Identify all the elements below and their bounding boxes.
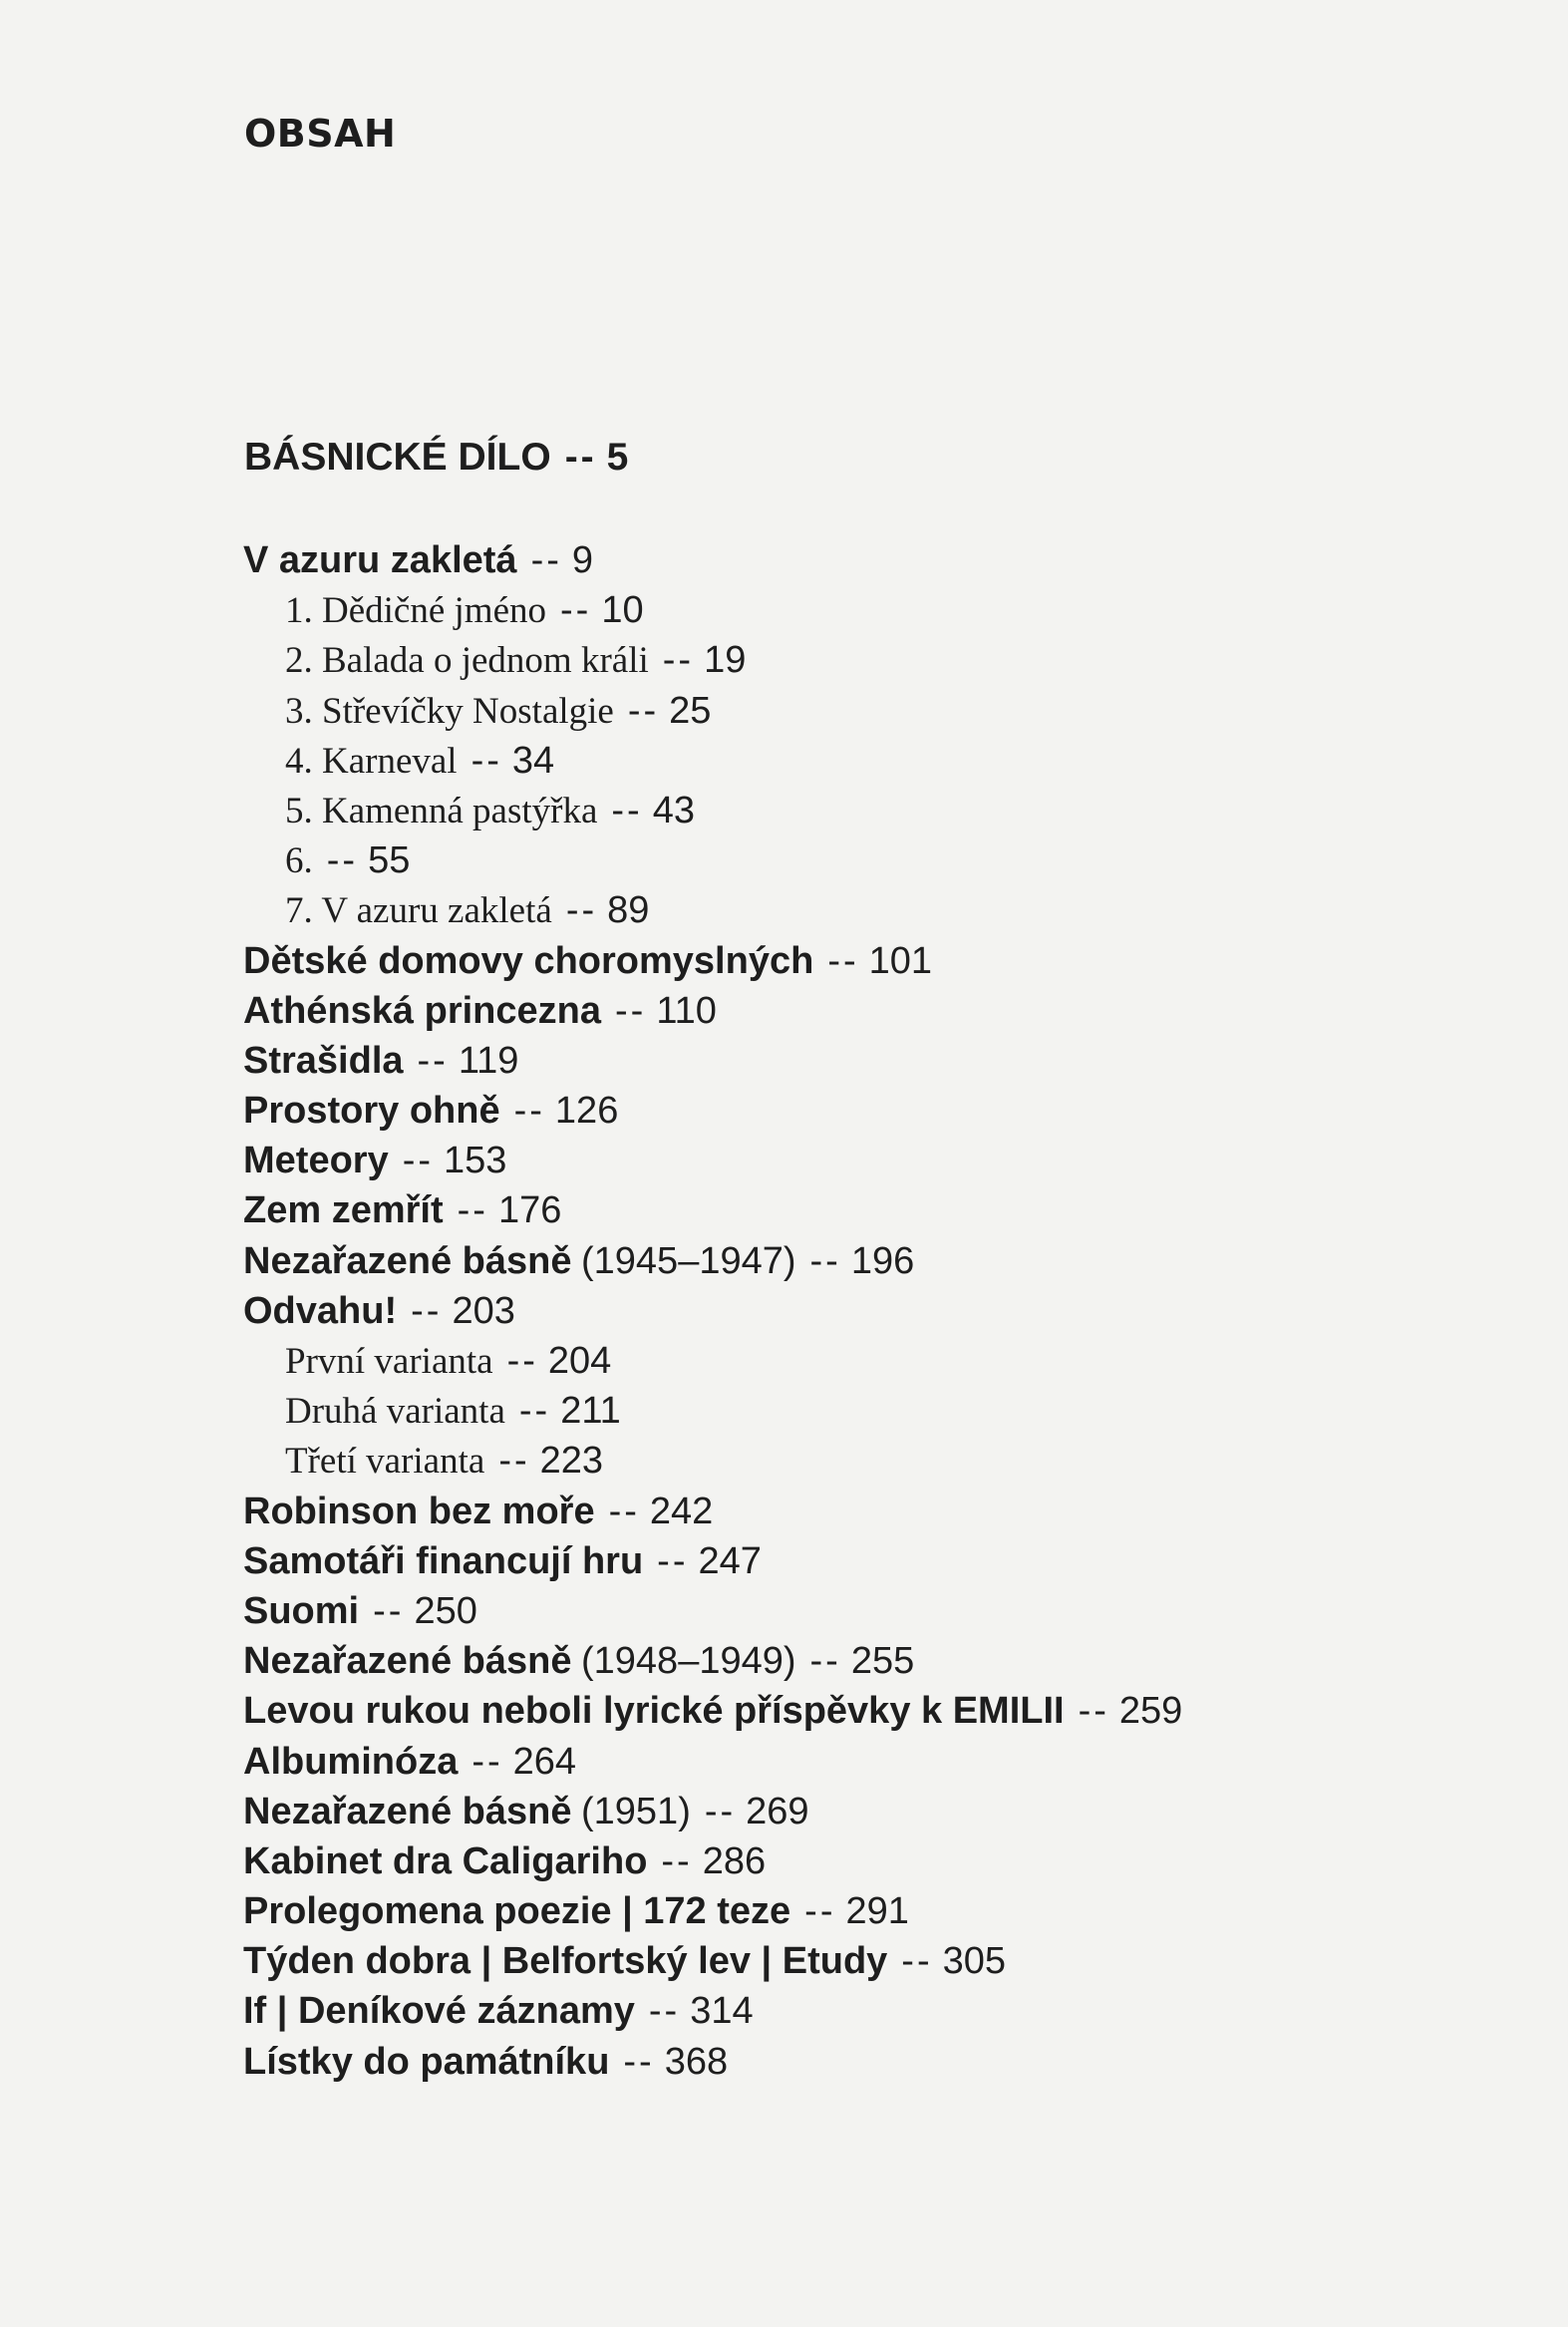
dash-separator: -- <box>373 1589 405 1632</box>
toc-entry-title: Nezařazené básně <box>243 1640 572 1683</box>
dash-separator: -- <box>661 1839 693 1882</box>
toc-entry-page-number: 19 <box>704 639 747 682</box>
dash-separator: -- <box>402 1140 435 1182</box>
toc-entry-title: Týden dobra | Belfortský lev | Etudy <box>243 1940 888 1983</box>
toc-entry-page-number: 203 <box>452 1289 515 1332</box>
dash-separator: -- <box>530 539 562 581</box>
toc-entry <box>243 635 1479 685</box>
toc-entry-page-number: 269 <box>746 1790 809 1832</box>
toc-entry-years: (1948–1949) <box>581 1640 796 1683</box>
toc-entry-page-number: 255 <box>850 1640 915 1683</box>
dash-separator: -- <box>513 1090 545 1133</box>
toc-entry <box>243 1036 1479 1086</box>
dash-separator: -- <box>615 989 647 1032</box>
dash-separator: -- <box>417 1039 449 1082</box>
toc-entry-page-number: 259 <box>1118 1690 1183 1733</box>
toc-entry <box>243 1986 1479 2036</box>
dash-separator: -- <box>704 1790 737 1832</box>
toc-entry <box>243 1236 1479 1286</box>
toc-entry-title: Odvahu! <box>243 1289 398 1332</box>
toc-entry-title: Suomi <box>243 1589 360 1632</box>
toc-entry <box>243 686 1479 736</box>
toc-entry <box>243 1286 1479 1336</box>
toc-entry-title: Strašidla <box>243 1039 404 1082</box>
dash-separator: -- <box>506 1340 538 1382</box>
toc-entry-page-number: 204 <box>547 1340 612 1382</box>
toc-entry-title: Dětské domovy choromyslných <box>243 939 814 982</box>
toc-entry-page-number: 25 <box>669 689 712 732</box>
toc-entry-title: Druhá varianta <box>285 1391 505 1433</box>
toc-entry-page-number: 89 <box>607 889 650 932</box>
toc-entry <box>243 936 1479 986</box>
toc-entry <box>243 585 1479 635</box>
toc-entry-page-number: 153 <box>444 1140 507 1182</box>
toc-entry-title: Albuminóza <box>243 1740 459 1783</box>
section-heading <box>244 436 628 480</box>
dash-separator: -- <box>901 1940 933 1983</box>
table-of-contents <box>243 535 1479 2087</box>
section-title: BÁSNICKÉ DÍLO <box>244 436 551 479</box>
dash-separator: -- <box>471 1740 503 1783</box>
toc-entry-page-number: 291 <box>845 1890 909 1933</box>
toc-entry-title: Zem zemřít <box>243 1189 444 1232</box>
toc-entry <box>243 1787 1479 1836</box>
toc-entry <box>243 885 1479 935</box>
toc-entry-page-number: 55 <box>368 839 411 882</box>
dash-separator: -- <box>662 639 695 682</box>
toc-entry-title: Meteory <box>243 1140 389 1182</box>
toc-entry-page-number: 101 <box>868 939 933 982</box>
toc-entry-page-number: 242 <box>649 1490 714 1532</box>
toc-entry <box>243 535 1479 585</box>
toc-entry <box>243 986 1479 1036</box>
dash-separator: -- <box>411 1289 443 1332</box>
dash-separator: -- <box>565 889 598 932</box>
toc-entry <box>243 1586 1479 1636</box>
toc-entry <box>243 1336 1479 1386</box>
toc-entry-years: (1951) <box>581 1790 691 1832</box>
section-page-number: 5 <box>606 436 629 479</box>
toc-entry-page-number: 247 <box>698 1539 762 1582</box>
toc-entry-page-number: 314 <box>690 1990 754 2033</box>
toc-entry-page-number: 196 <box>850 1239 915 1282</box>
dash-separator: -- <box>1078 1690 1109 1733</box>
toc-entry-title: 1. Dědičné jméno <box>285 590 546 632</box>
toc-entry-page-number: 119 <box>458 1039 519 1082</box>
toc-entry <box>243 1886 1479 1936</box>
dash-separator: -- <box>498 1440 530 1483</box>
toc-entry-title: Prostory ohně <box>243 1090 500 1133</box>
toc-entry-title: Kabinet dra Caligariho <box>243 1839 648 1882</box>
toc-entry-title: V azuru zakletá <box>243 539 517 581</box>
page-heading: OBSAH <box>244 112 397 156</box>
dash-separator: -- <box>623 2040 655 2083</box>
toc-entry-title: Nezařazené básně <box>243 1239 572 1282</box>
dash-separator: -- <box>564 436 597 479</box>
dash-separator: -- <box>470 739 502 782</box>
dash-separator: -- <box>518 1390 551 1433</box>
toc-entry-title: Lístky do památníku <box>243 2040 610 2083</box>
toc-entry-page-number: 126 <box>554 1090 619 1133</box>
toc-entry-title: Prolegomena poezie | 172 teze <box>243 1890 791 1933</box>
toc-entry-title: První varianta <box>285 1341 493 1382</box>
toc-entry <box>243 1936 1479 1986</box>
dash-separator: -- <box>457 1189 488 1232</box>
toc-entry-title: 2. Balada o jednom králi <box>285 640 649 682</box>
dash-separator: -- <box>809 1640 841 1683</box>
toc-entry-title: 5. Kamenná pastýřka <box>285 790 598 831</box>
toc-entry <box>243 1386 1479 1436</box>
toc-entry-page-number: 223 <box>539 1440 604 1483</box>
toc-entry-title: 6. <box>285 840 313 882</box>
toc-entry-page-number: 368 <box>664 2040 729 2083</box>
dash-separator: -- <box>827 939 859 982</box>
toc-entry-page-number: 250 <box>414 1589 477 1632</box>
toc-entry-page-number: 211 <box>560 1390 621 1433</box>
toc-entry-page-number: 176 <box>497 1189 562 1232</box>
toc-entry-page-number: 264 <box>512 1740 577 1783</box>
toc-entry-title: Robinson bez moře <box>243 1490 595 1532</box>
toc-entry-page-number: 9 <box>571 539 594 581</box>
dash-separator: -- <box>657 1539 689 1582</box>
toc-entry <box>243 1185 1479 1235</box>
toc-entry-page-number: 43 <box>652 789 695 831</box>
dash-separator: -- <box>560 589 592 632</box>
toc-entry-page-number: 286 <box>702 1839 767 1882</box>
toc-entry <box>243 736 1479 786</box>
toc-entry-page-number: 305 <box>942 1940 1007 1983</box>
toc-entry <box>243 1636 1479 1686</box>
dash-separator: -- <box>804 1890 836 1933</box>
toc-entry-title: 4. Karneval <box>285 740 458 782</box>
toc-entry-page-number: 110 <box>656 989 717 1032</box>
dash-separator: -- <box>608 1490 640 1532</box>
toc-entry-title: 7. V azuru zakletá <box>285 890 552 932</box>
toc-entry-title: Nezařazené básně <box>243 1790 572 1832</box>
toc-entry <box>243 1436 1479 1486</box>
toc-entry-years: (1945–1947) <box>581 1239 796 1282</box>
dash-separator: -- <box>809 1239 841 1282</box>
toc-entry <box>243 1136 1479 1185</box>
toc-entry-title: Třetí varianta <box>285 1441 485 1483</box>
toc-entry <box>243 1536 1479 1586</box>
toc-entry-title: If | Deníkové záznamy <box>243 1990 635 2033</box>
toc-entry <box>243 1686 1479 1736</box>
toc-entry-page-number: 34 <box>511 739 555 782</box>
dash-separator: -- <box>326 839 359 882</box>
toc-entry-title: Samotáři financují hru <box>243 1539 644 1582</box>
toc-entry-title: Levou rukou neboli lyrické příspěvky k EMILII <box>243 1690 1065 1733</box>
toc-entry <box>243 1737 1479 1787</box>
toc-entry <box>243 835 1479 885</box>
dash-separator: -- <box>648 1990 681 2033</box>
toc-entry <box>243 1086 1479 1136</box>
toc-entry <box>243 1836 1479 1886</box>
toc-entry-page-number: 10 <box>601 589 644 632</box>
dash-separator: -- <box>627 689 660 732</box>
toc-entry-title: 3. Střevíčky Nostalgie <box>285 690 614 732</box>
toc-entry <box>243 786 1479 835</box>
toc-entry <box>243 2037 1479 2087</box>
toc-entry-title: Athénská princezna <box>243 989 601 1032</box>
toc-entry <box>243 1487 1479 1536</box>
dash-separator: -- <box>611 789 643 831</box>
